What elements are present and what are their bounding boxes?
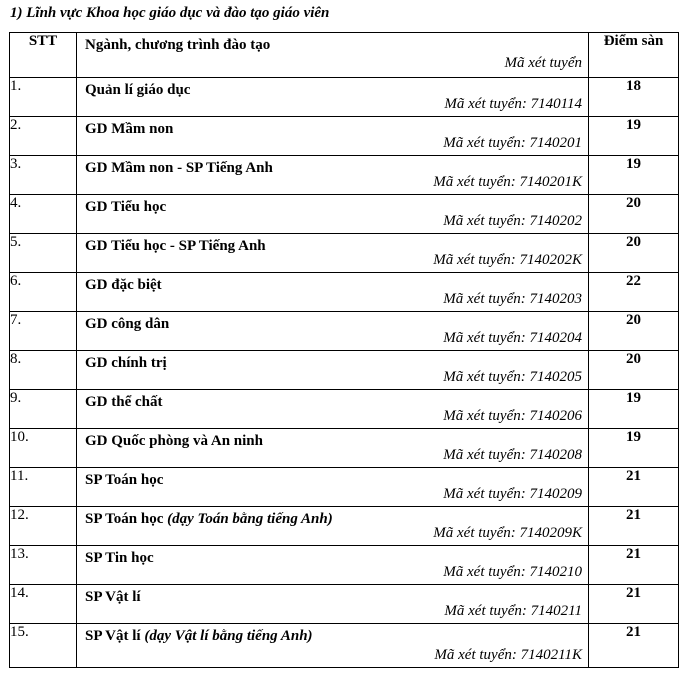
table-row (10, 546, 679, 585)
program-code: Mã xét tuyển: 7140211K (434, 647, 582, 663)
row-score: 21 (589, 546, 679, 585)
header-score: Điểm sàn (589, 33, 679, 78)
program-name (85, 472, 163, 489)
row-stt: 10. (10, 429, 77, 468)
row-stt: 13. (10, 546, 77, 585)
program-code: Mã xét tuyển: 7140209K (433, 525, 582, 541)
row-score: 19 (589, 156, 679, 195)
program-name-text: SP Vật lí (85, 628, 141, 644)
row-stt: 11. (10, 468, 77, 507)
program-name (85, 199, 166, 216)
program-code: Mã xét tuyển: 7140205 (443, 369, 582, 385)
row-stt: 6. (10, 273, 77, 312)
row-score: 20 (589, 234, 679, 273)
program-name (85, 433, 263, 450)
row-score: 21 (589, 507, 679, 546)
program-name (85, 316, 169, 333)
table-row (10, 351, 679, 390)
row-stt: 7. (10, 312, 77, 351)
program-name-text: SP Toán học (85, 511, 164, 527)
program-name-text: GD Mầm non (85, 121, 174, 137)
row-stt: 15. (10, 624, 77, 668)
row-program (77, 234, 589, 273)
table-row (10, 78, 679, 117)
program-code: Mã xét tuyển: 7140201 (443, 135, 582, 151)
row-score: 19 (589, 390, 679, 429)
row-stt: 9. (10, 390, 77, 429)
program-name (85, 394, 163, 411)
table-row (10, 312, 679, 351)
row-stt: 1. (10, 78, 77, 117)
row-program (77, 624, 589, 668)
row-score: 21 (589, 468, 679, 507)
program-code: Mã xét tuyển: 7140204 (443, 330, 582, 346)
program-name-text: GD Mầm non - SP Tiếng Anh (85, 160, 273, 176)
program-name-text: GD chính trị (85, 355, 167, 371)
row-score: 19 (589, 429, 679, 468)
program-name (85, 628, 313, 645)
program-note: (dạy Toán bằng tiếng Anh) (167, 511, 333, 527)
row-program (77, 156, 589, 195)
header-program-label: Ngành, chương trình đào tạo (85, 37, 271, 53)
row-score: 18 (589, 78, 679, 117)
program-code: Mã xét tuyển: 7140211 (444, 603, 582, 619)
program-name-text: GD Tiểu học (85, 199, 167, 215)
table-row (10, 273, 679, 312)
program-name-text: GD đặc biệt (85, 277, 162, 293)
program-name-text: SP Toán học (85, 472, 164, 488)
program-code: Mã xét tuyển: 7140210 (443, 564, 582, 580)
row-program (77, 117, 589, 156)
row-score: 20 (589, 195, 679, 234)
program-code: Mã xét tuyển: 7140208 (443, 447, 582, 463)
table-row (10, 585, 679, 624)
row-program (77, 429, 589, 468)
row-program (77, 351, 589, 390)
program-name-text: Quản lí giáo dục (85, 82, 191, 98)
program-code: Mã xét tuyển: 7140202K (433, 252, 582, 268)
section-title: 1) Lĩnh vực Khoa học giáo dục và đào tạo giáo viên (10, 5, 330, 21)
program-name-text: GD công dân (85, 316, 170, 332)
header-stt: STT (10, 33, 77, 78)
program-name (85, 121, 173, 138)
program-name (85, 82, 190, 99)
program-code: Mã xét tuyển: 7140209 (443, 486, 582, 502)
table-header-row (10, 33, 679, 78)
row-score: 20 (589, 351, 679, 390)
program-code: Mã xét tuyển: 7140206 (443, 408, 582, 424)
program-name (85, 160, 273, 177)
table-row (10, 156, 679, 195)
program-note: (dạy Vật lí bằng tiếng Anh) (144, 628, 313, 644)
program-name-text: GD Quốc phòng và An ninh (85, 433, 263, 449)
table-row (10, 507, 679, 546)
row-stt: 2. (10, 117, 77, 156)
row-score: 21 (589, 585, 679, 624)
header-program (77, 33, 589, 78)
table-row (10, 468, 679, 507)
program-name-text: GD Tiểu học - SP Tiếng Anh (85, 238, 266, 254)
program-name-text: GD thể chất (85, 394, 163, 410)
row-program (77, 468, 589, 507)
program-name (85, 511, 333, 528)
row-stt: 14. (10, 585, 77, 624)
row-stt: 4. (10, 195, 77, 234)
row-score: 21 (589, 624, 679, 668)
table-row (10, 195, 679, 234)
program-name (85, 550, 154, 567)
row-program (77, 78, 589, 117)
header-code-label: Mã xét tuyển (504, 55, 582, 71)
program-name-text: SP Tin học (85, 550, 154, 566)
table-row (10, 234, 679, 273)
row-score: 22 (589, 273, 679, 312)
table-row (10, 390, 679, 429)
admission-table (9, 32, 679, 668)
table-row (10, 429, 679, 468)
program-code: Mã xét tuyển: 7140202 (443, 213, 582, 229)
row-program (77, 585, 589, 624)
row-score: 19 (589, 117, 679, 156)
row-program (77, 390, 589, 429)
row-stt: 8. (10, 351, 77, 390)
row-program (77, 546, 589, 585)
program-name (85, 355, 167, 372)
table-row (10, 117, 679, 156)
program-name (85, 238, 266, 255)
row-program (77, 195, 589, 234)
row-program (77, 312, 589, 351)
program-name-text: SP Vật lí (85, 589, 141, 605)
row-stt: 12. (10, 507, 77, 546)
program-code: Mã xét tuyển: 7140114 (444, 96, 582, 112)
program-name (85, 277, 162, 294)
row-stt: 5. (10, 234, 77, 273)
program-code: Mã xét tuyển: 7140203 (443, 291, 582, 307)
table-row (10, 624, 679, 668)
row-program (77, 507, 589, 546)
program-name (85, 589, 141, 606)
row-stt: 3. (10, 156, 77, 195)
program-code: Mã xét tuyển: 7140201K (433, 174, 582, 190)
row-score: 20 (589, 312, 679, 351)
row-program (77, 273, 589, 312)
